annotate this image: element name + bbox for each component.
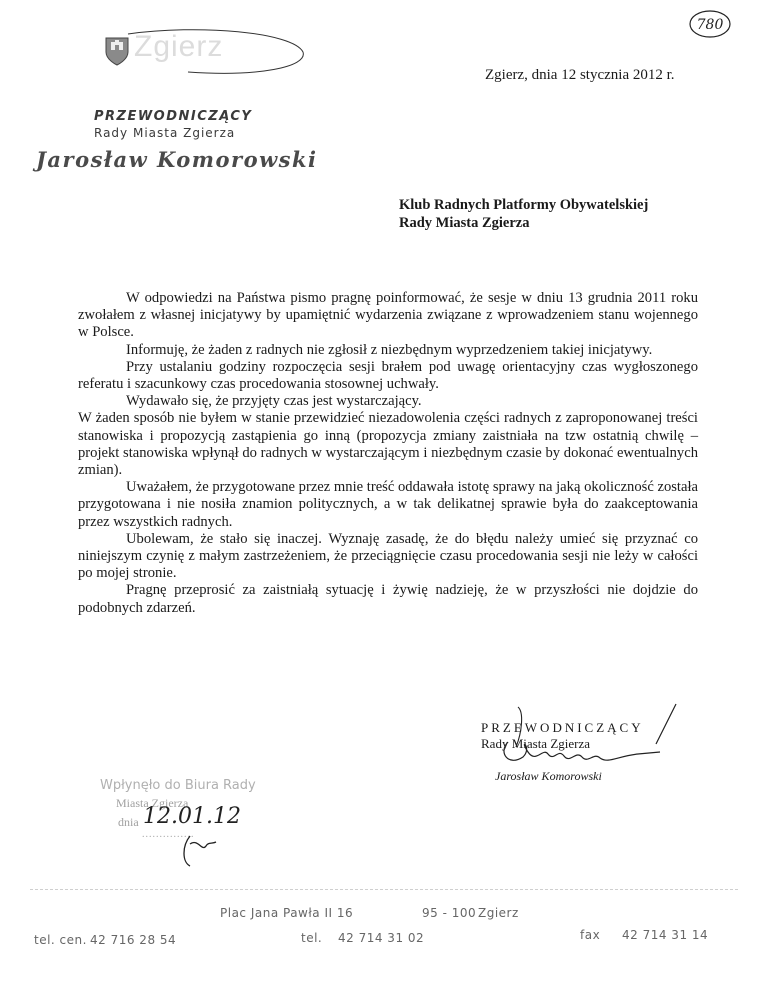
footer-divider bbox=[30, 889, 738, 890]
stamp-title: Wpłynęło do Biura Rady bbox=[100, 778, 256, 793]
body-paragraph-3: Przy ustalaniu godziny rozpoczęcia sesji brałem pod uwagę orientacyjny czas wygłoszonego referatu i szacunkowy czas procedowania stosownej uchwały. bbox=[78, 358, 698, 393]
stamp-date-handwritten: 12.01.12 bbox=[143, 804, 241, 829]
body-paragraph-8: Pragnę przeprosić za zaistniałą sytuację i żywię nadzieję, że w przyszłości nie dojdzie do podobnych zdarzeń. bbox=[78, 582, 698, 616]
signature-title: PRZEWODNICZĄCY bbox=[481, 720, 644, 735]
doc-number: 780 bbox=[696, 17, 724, 33]
letter-body bbox=[78, 290, 698, 617]
stamp-dots: ............... bbox=[142, 829, 195, 840]
body-paragraph-4: Wydawało się, że przyjęty czas jest wystarczający. bbox=[126, 393, 422, 410]
footer-city: Zgierz bbox=[478, 906, 519, 920]
body-paragraph-6: Uważałem, że przygotowane przez mnie treść oddawała istotę sprawy na jaką okoliczność została przygotowana i nie nosiła znamion politycznych, a w tak delikatnej sprawie była do zaakceptowania przez wszystkich radnych. bbox=[78, 479, 698, 530]
stamp-date-label: dnia bbox=[118, 815, 139, 829]
footer-telcen-label: tel. cen. bbox=[34, 933, 87, 947]
recipient-block bbox=[399, 196, 648, 232]
body-paragraph-2: Informuję, że żaden z radnych nie zgłosił z niezbędnym wyprzedzeniem takiej inicjatywy. bbox=[126, 341, 653, 358]
date-line: Zgierz, dnia 12 stycznia 2012 r. bbox=[485, 67, 675, 83]
city-crest-icon bbox=[104, 36, 130, 66]
footer-tel-label: tel. bbox=[301, 931, 323, 945]
logo-word: Zgierz bbox=[134, 30, 224, 63]
footer-telcen-number: 42 716 28 54 bbox=[90, 933, 177, 947]
signature-sub: Rady Miasta Zgierza bbox=[481, 736, 591, 751]
recipient-line-2: Rady Miasta Zgierza bbox=[399, 215, 530, 231]
footer-fax-number: 42 714 31 14 bbox=[622, 928, 709, 942]
body-paragraph-1: W odpowiedzi na Państwa pismo pragnę poinformować, że sesje w dniu 13 grudnia 2011 roku zwołałem z własnej inicjatywy by upamiętnić wydarzenia związane z wprowadzeniem stanu wojennego w Polsce. bbox=[78, 290, 698, 341]
letterhead-role-sub: Rady Miasta Zgierza bbox=[94, 126, 236, 140]
footer-address: Plac Jana Pawła II 16 bbox=[220, 906, 354, 920]
signature-name: Jarosław Komorowski bbox=[495, 769, 602, 783]
footer-postal-code: 95 - 100 bbox=[422, 906, 477, 920]
handwritten-initials bbox=[180, 832, 220, 868]
body-paragraph-7: Ubolewam, że stało się inaczej. Wyznaję zasadę, że do błędu należy umieć się przyznać co niniejszym czynię z małym zastrzeżeniem, że przeciągnięcie czasu procedowania sesji nie leży w całości po mojej stronie. bbox=[78, 530, 698, 582]
letterhead-role-title: PRZEWODNICZĄCY bbox=[94, 109, 253, 124]
letterhead-author-name: Jarosław Komorowski bbox=[36, 147, 318, 172]
footer-fax-label: fax bbox=[580, 928, 601, 942]
footer-tel-number: 42 714 31 02 bbox=[338, 931, 425, 945]
body-paragraph-5: W żaden sposób nie byłem w stanie przewidzieć niezadowolenia części radnych z zaproponowanej treści stanowiska i propozycją zastąpienia go inną (propozycja zmiany zaistniała na tzw ostatnią chwilę – projekt stanowiska wpłynął do radnych w wystarczającym i niezbędnym czasie by dokonać ewentualnych zmian). bbox=[78, 410, 698, 479]
recipient-line-1: Klub Radnych Platformy Obywatelskiej bbox=[399, 197, 649, 213]
stamp-sub: Miasta Zgierza bbox=[116, 796, 189, 810]
